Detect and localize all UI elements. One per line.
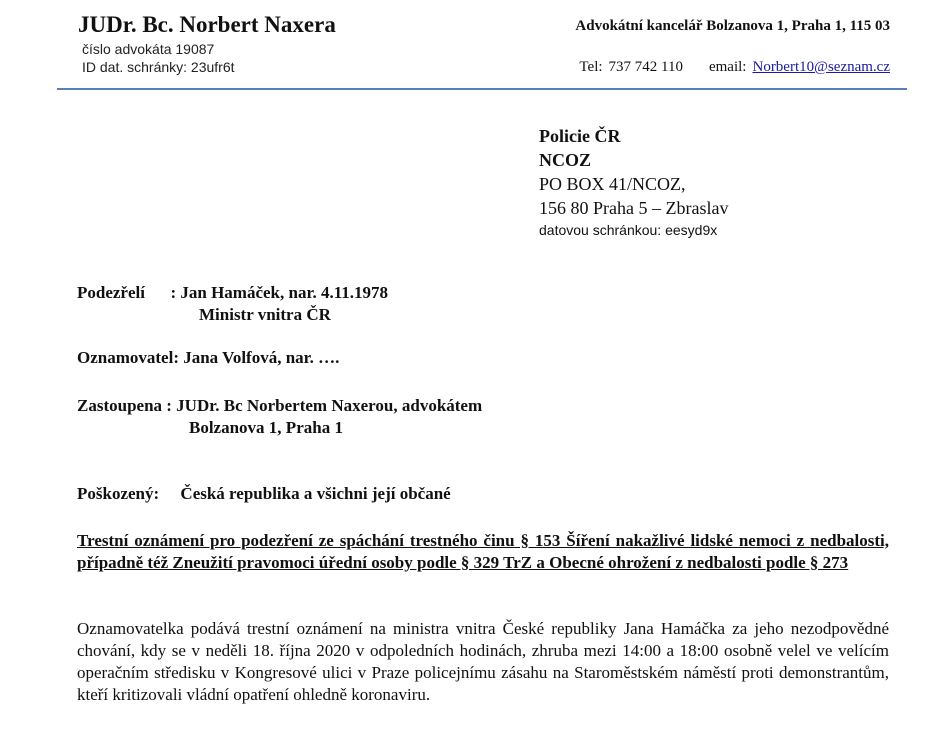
- recipient-address: [539, 124, 728, 240]
- phone-number: 737 742 110: [608, 59, 683, 75]
- represented-by-address: Bolzanova 1, Praha 1: [189, 418, 343, 437]
- header-divider: [57, 88, 907, 90]
- recipient-line-2: NCOZ: [539, 150, 592, 170]
- represented-by-line: Zastoupena : JUDr. Bc Norbertem Naxerou, advokátem: [77, 396, 483, 415]
- office-address: Advokátní kancelář Bolzanova 1, Praha 1, 115 03: [575, 18, 890, 34]
- suspect-role: Ministr vnitra ČR: [199, 305, 331, 324]
- recipient-line-4: 156 80 Praha 5 – Zbraslav: [539, 198, 729, 218]
- email-label: email:: [708, 59, 747, 75]
- notifier-line: Oznamovatel: Jana Volfová, nar. ….: [77, 348, 340, 367]
- contact-line: [579, 59, 890, 76]
- lawyer-name: JUDr. Bc. Norbert Naxera: [78, 12, 336, 37]
- suspect-line: Podezřelí : Jan Hamáček, nar. 4.11.1978: [77, 283, 389, 302]
- document-subject: Trestní oznámení pro podezření ze spáchání trestného činu § 153 Šíření nakažlivé lidské nemoci z nedbalosti, případně též Zneužití pravomoci úřední osoby podle § 329 TrZ a Obecné ohrožení z nedbalosti podle § 273: [77, 531, 889, 572]
- email-link[interactable]: Norbert10@seznam.cz: [752, 59, 890, 75]
- body-paragraph: Oznamovatelka podává trestní oznámení na ministra vnitra České republiky Jana Hamáčka za jeho nezodpovědné chování, kdy se v neděli 18. října 2020 v odpoledních hodinách, zhruba mezi 14:00 a 18:00 osobně velel ve velícím operačním středisku v Kongresové ulici v Praze policejnímu zásahu na Staroměstském náměstí proti demonstrantům, kteří kritizovali vládní opatření ohledně koronaviru.: [77, 619, 889, 704]
- lawyer-registration-number: číslo advokáta 19087: [82, 41, 215, 57]
- phone-label: Tel:: [579, 59, 603, 75]
- recipient-line-3: PO BOX 41/NCOZ,: [539, 174, 686, 194]
- lawyer-data-box-id: ID dat. schránky: 23ufr6t: [82, 59, 235, 75]
- recipient-line-1: Policie ČR: [539, 126, 621, 146]
- recipient-data-box: datovou schránkou: eesyd9x: [539, 222, 718, 238]
- injured-party-line: Poškozený: Česká republika a všichni její občané: [77, 484, 451, 503]
